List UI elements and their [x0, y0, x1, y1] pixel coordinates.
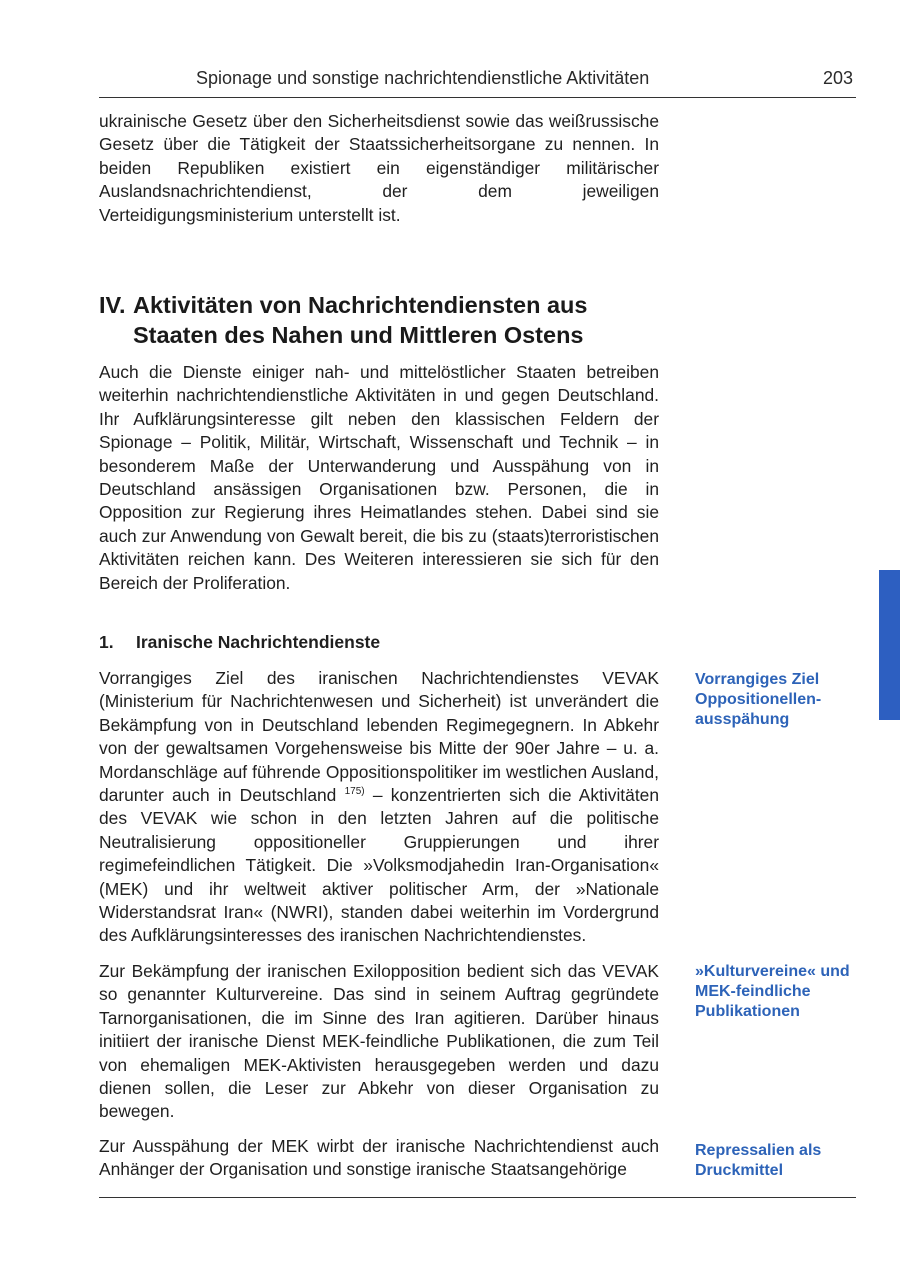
chapter-tab-marker — [879, 570, 900, 720]
subsection-title: Iranische Nachrichtendienste — [136, 632, 381, 652]
paragraph-2-text: Zur Bekämpfung der iranischen Exilopposition bedient sich das VEVAK so genannter Kulturvereine. Das sind in seinem Auftrag gegründete Tarnorganisationen, die im Sinne des Iran agitieren. Darüber hinaus initiiert der iranische Dienst MEK-feindliche Publikationen, die zum Teil von ehemaligen MEK-Aktivisten herausgegeben werden und dazu dienen sollen, die Leser zur Abkehr von dieser Organisation zu bewegen. — [99, 961, 659, 1122]
margin-note-2-line2: MEK-feindliche — [695, 983, 811, 1000]
page-number: 203 — [823, 68, 854, 88]
paragraph-1-text — [99, 667, 659, 948]
section-title-line2: Staaten des Nahen und Mittleren Ostens — [133, 322, 584, 348]
margin-note-1-line3: ausspähung — [695, 711, 790, 728]
footer-rule — [99, 1197, 856, 1198]
paragraph-1-part-b: – konzentrierten sich die Aktivitäten des VEVAK wie schon in den letzten Jahren auf die politische Neutralisierung oppositioneller Gruppierungen und ihrer regimefeindlichen Tätigkeit. Die »Volksmodjahedin Iran-Organisation« (MEK) und ihr weltweit aktiver politischer Arm, der »Nationale Widerstandsrat Iran« (NWRI), standen dabei weiterhin im Vordergrund des Aufklärungsinteresses des iranischen Nachrichtendienstes. — [99, 785, 659, 946]
footnote-ref[interactable]: 175) — [344, 786, 365, 798]
section-title-line1: Aktivitäten von Nachrichtendiensten aus — [133, 292, 588, 318]
intro-block — [99, 110, 659, 227]
margin-note-1-line2: Oppositionellen- — [695, 691, 822, 708]
subsection-number: 1. — [99, 632, 114, 652]
margin-note-2-line3: Publikationen — [695, 1003, 800, 1020]
paragraph-2 — [99, 960, 659, 1124]
paragraph-3-text: Zur Ausspähung der MEK wirbt der iranische Nachrichtendienst auch Anhänger der Organisation und sonstige iranische Staatsangehörige — [99, 1136, 659, 1180]
paragraph-1 — [99, 667, 659, 948]
section-paragraph: Auch die Dienste einiger nah- und mittelöstlicher Staaten betreiben weiterhin nachrichtendienstliche Aktivitäten in und gegen Deutschland. Ihr Aufklärungsinteresse gilt neben den klassischen Feldern der Spionage – Politik, Militär, Wirtschaft, Wissenschaft und Technik – in besonderem Maße der Unterwanderung und Ausspähung von in Deutschland ansässigen Organisationen bzw. Personen, die in Opposition zur Regierung ihres Heimatlandes stehen. Dabei sind sie auch zur Anwendung von Gewalt bereit, die bis zu (staats)terroristischen Aktivitäten reichen kann. Des Weiteren interessieren sie sich für den Bereich der Proliferation. — [99, 362, 659, 593]
margin-note-2-line1: »Kulturvereine« und — [695, 963, 850, 980]
margin-note-1 — [695, 670, 860, 730]
section-number: IV. — [99, 292, 126, 318]
paragraph-1-part-a: Vorrangiges Ziel des iranischen Nachrichtendienstes VEVAK (Ministerium für Nachrichtenwesen und Sicherheit) ist unverändert die Bekämpfung von in Deutschland lebenden Regimegegnern. In Abkehr von der gewaltsamen Vorgehensweise bis Mitte der 90er Jahre – u. a. Mordanschläge auf führende Oppositionspolitiker im westlichen Ausland, darunter auch in Deutschland — [99, 668, 659, 806]
section-body — [99, 361, 659, 595]
margin-note-1-line1: Vorrangiges Ziel — [695, 671, 820, 688]
intro-paragraph: ukrainische Gesetz über den Sicherheitsdienst sowie das weißrussische Gesetz über die Tätigkeit der Staatssicherheitsorgane zu nennen. In beiden Republiken existiert ein eigenständiger militärischer Auslandsnachrichtendienst, der dem jeweiligen Verteidigungsministerium unterstellt ist. — [99, 111, 659, 225]
margin-note-3 — [695, 1141, 860, 1181]
margin-note-3-line1: Repressalien als — [695, 1142, 822, 1159]
subsection-heading — [99, 632, 380, 653]
margin-note-3-line2: Druckmittel — [695, 1162, 784, 1179]
running-title: Spionage und sonstige nachrichtendienstliche Aktivitäten — [196, 68, 650, 88]
paragraph-3 — [99, 1135, 659, 1182]
margin-note-2 — [695, 962, 860, 1022]
header-rule — [99, 97, 856, 98]
section-heading — [99, 290, 587, 350]
